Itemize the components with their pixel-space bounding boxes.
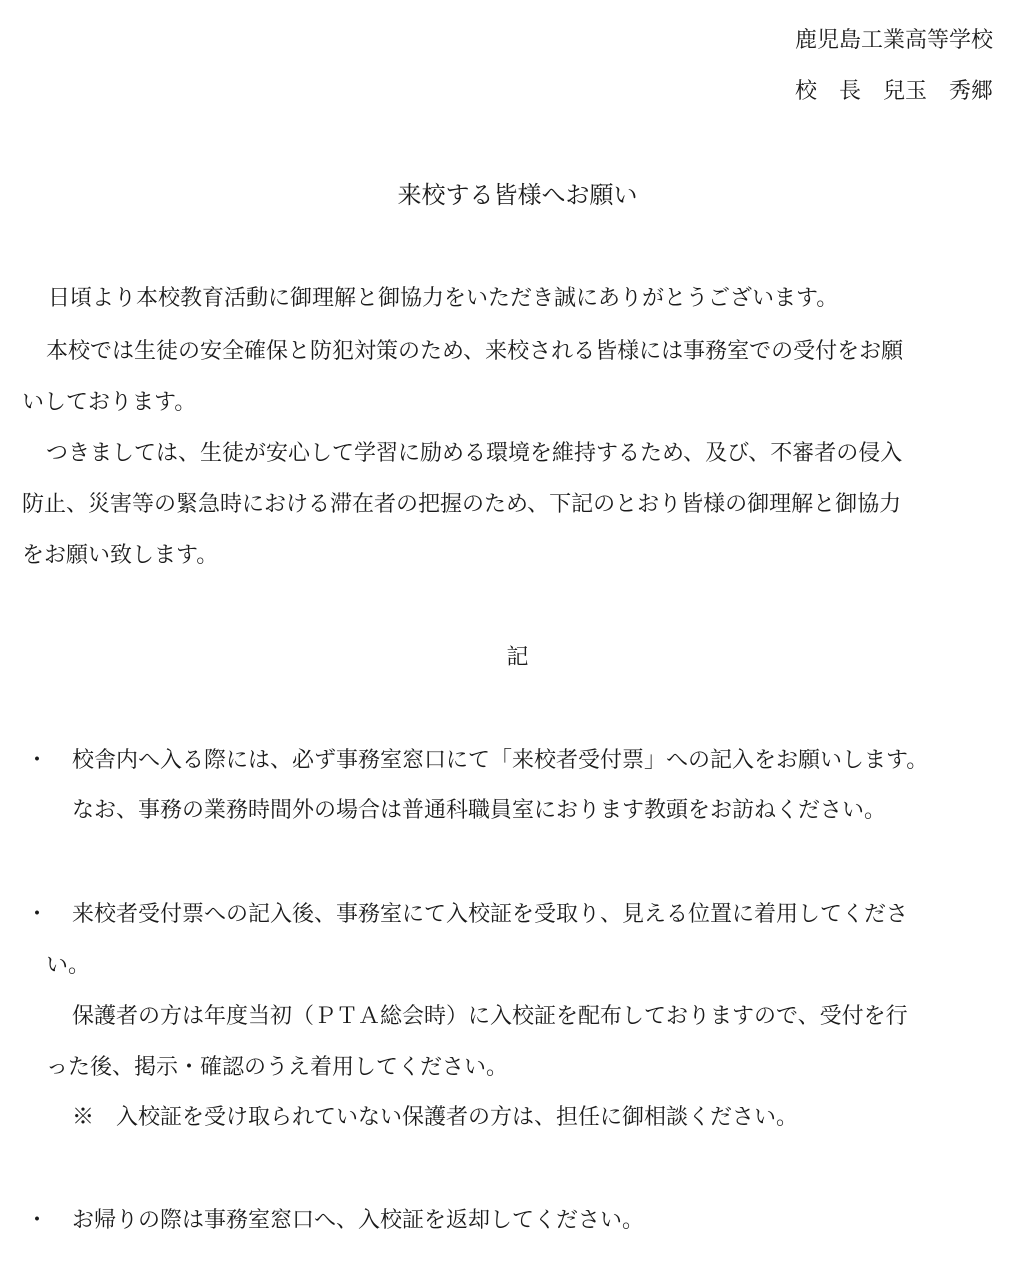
item-1-line-1: 校舎内へ入る際には、必ず事務室窓口にて「来校者受付票」への記入をお願いします。 xyxy=(72,748,929,773)
ki-heading: 記 xyxy=(506,645,529,670)
item-3-line-1: お帰りの際は事務室窓口へ、入校証を返却してください。 xyxy=(72,1208,645,1233)
intro-line-6: をお願い致します。 xyxy=(22,543,219,568)
item-1-line-2: なお、事務の業務時間外の場合は普通科職員室におります教頭をお訪ねください。 xyxy=(72,798,887,823)
item-2-line-1: 来校者受付票への記入後、事務室にて入校証を受取り、見える位置に着用してくださ xyxy=(72,902,909,927)
school-name: 鹿児島工業高等学校 xyxy=(794,28,993,53)
page-title: 来校する皆様へお願い xyxy=(397,181,638,209)
item-2-line-4: った後、掲示・確認のうえ着用してください。 xyxy=(46,1055,509,1080)
item-2-line-3: 保護者の方は年度当初（ＰＴＡ総会時）に入校証を配布しておりますので、受付を行 xyxy=(72,1004,908,1029)
intro-line-2: 本校では生徒の安全確保と防犯対策のため、来校される皆様には事務室での受付をお願 xyxy=(46,339,904,364)
item-2-note: ※ 入校証を受け取られていない保護者の方は、担任に御相談ください。 xyxy=(72,1105,799,1130)
intro-line-3: いしております。 xyxy=(22,390,197,415)
item-2-line-2: い。 xyxy=(46,953,91,978)
intro-line-4: つきましては、生徒が安心して学習に励める環境を維持するため、及び、不審者の侵入 xyxy=(46,441,903,466)
principal-name: 校 長 兒玉 秀郷 xyxy=(794,79,993,104)
bullet-marker: ・ xyxy=(26,748,49,773)
intro-line-1: 日頃より本校教育活動に御理解と御協力をいただき誠にありがとうございます。 xyxy=(48,286,839,311)
intro-line-5: 防止、災害等の緊急時における滞在者の把握のため、下記のとおり皆様の御理解と御協力 xyxy=(22,492,902,517)
bullet-marker: ・ xyxy=(26,1208,49,1233)
bullet-marker: ・ xyxy=(26,902,49,927)
